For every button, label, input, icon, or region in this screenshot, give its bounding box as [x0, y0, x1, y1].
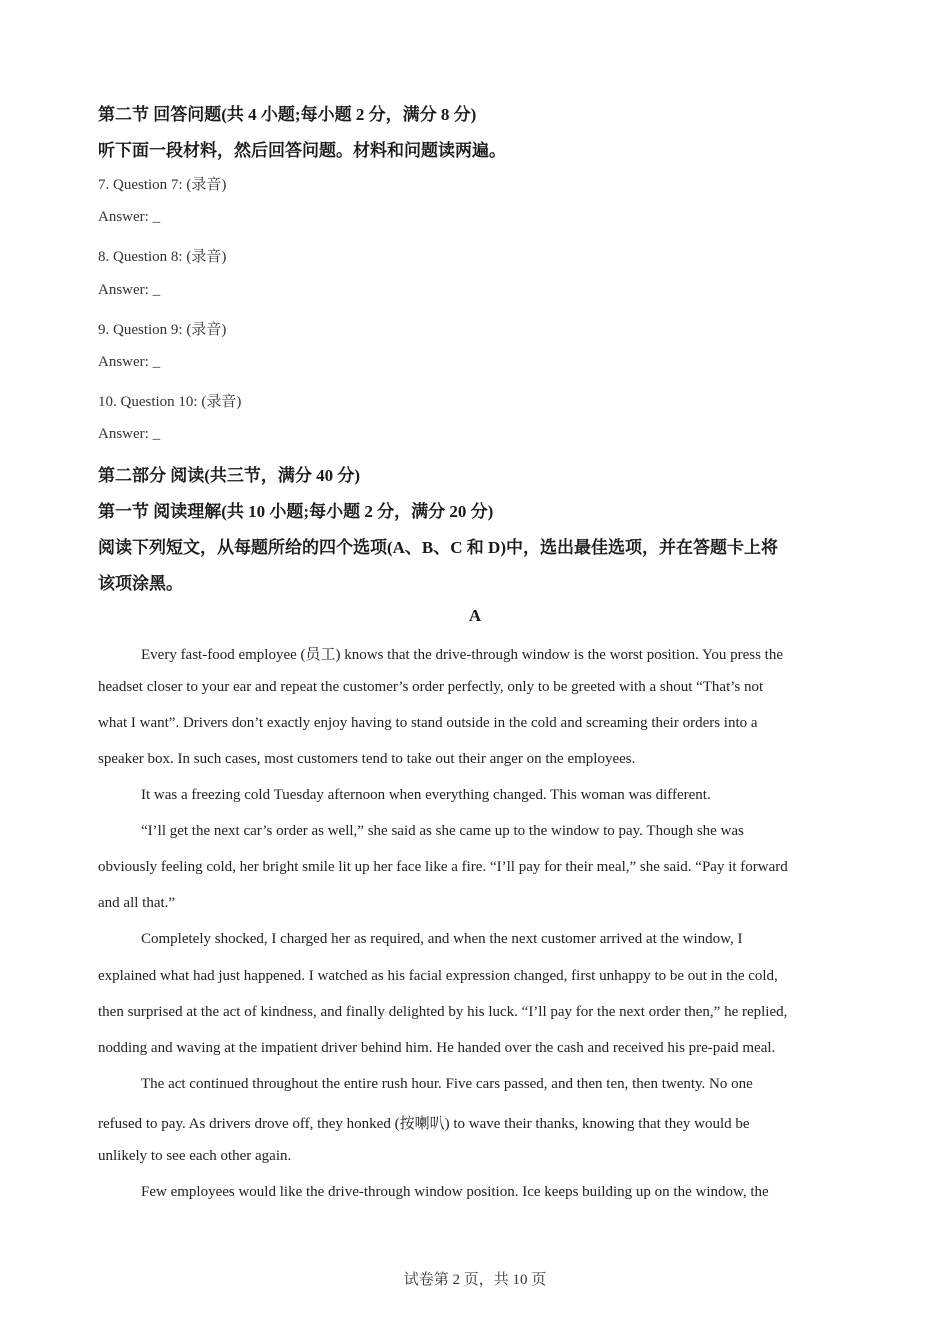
passage-line: speaker box. In such cases, most customers tend to take out their anger on the employees.	[98, 751, 636, 767]
passage-line: unlikely to see each other again.	[98, 1148, 292, 1164]
passage-label: A	[468, 606, 482, 625]
answer-10: Answer: _	[98, 426, 161, 442]
passage-line: nodding and waving at the impatient driver behind him. He handed over the cash and received his pre-paid meal.	[98, 1040, 776, 1056]
passage-line: “I’ll get the next car’s order as well,” she said as she came up to the window to pay. Though she was	[141, 823, 744, 839]
passage-line: and all that.”	[98, 895, 176, 911]
section-instruction: 听下面一段材料，然后回答问题。材料和问题读两遍。	[98, 141, 506, 160]
passage-line: what I want”. Drivers don’t exactly enjoy having to stand outside in the cold and screaming their orders into a	[98, 715, 758, 731]
part-title: 第二部分 阅读(共三节，满分 40 分)	[98, 466, 361, 485]
passage-line: explained what had just happened. I watched as his facial expression changed, first unhappy to be out in the cold,	[98, 968, 778, 984]
passage-line: Completely shocked, I charged her as required, and when the next customer arrived at the window, I	[141, 931, 743, 947]
page-footer: 试卷第 2 页，共 10 页	[403, 1272, 547, 1288]
passage-line: It was a freezing cold Tuesday afternoon when everything changed. This woman was different.	[141, 787, 711, 803]
passage-line: The act continued throughout the entire rush hour. Five cars passed, and then ten, then twenty. No one	[141, 1076, 753, 1092]
question-8: 8. Question 8: (录音)	[98, 249, 227, 265]
subsection-title: 第一节 阅读理解(共 10 小题;每小题 2 分，满分 20 分)	[98, 502, 494, 521]
reading-instruction-line-2: 该项涂黑。	[98, 574, 183, 593]
answer-8: Answer: _	[98, 282, 161, 298]
passage-line: headset closer to your ear and repeat the customer’s order perfectly, only to be greeted with a shout “That’s not	[98, 679, 764, 695]
reading-instruction-line-1: 阅读下列短文，从每题所给的四个选项(A、B、C 和 D)中，选出最佳选项，并在答题卡上将	[98, 538, 778, 557]
passage-line: Few employees would like the drive-through window position. Ice keeps building up on the window, the	[141, 1184, 769, 1200]
question-9: 9. Question 9: (录音)	[98, 322, 227, 338]
question-7: 7. Question 7: (录音)	[98, 177, 227, 193]
passage-line: Every fast-food employee (员工) knows that the drive-through window is the worst position. You press the	[141, 647, 783, 663]
passage-line: obviously feeling cold, her bright smile lit up her face like a fire. “I’ll pay for their meal,” she said. “Pay it forward	[98, 859, 788, 875]
question-10: 10. Question 10: (录音)	[98, 394, 242, 410]
answer-9: Answer: _	[98, 354, 161, 370]
answer-7: Answer: _	[98, 209, 161, 225]
passage-line: then surprised at the act of kindness, and finally delighted by his luck. “I’ll pay for the next order then,” he replied,	[98, 1004, 788, 1020]
section-title: 第二节 回答问题(共 4 小题;每小题 2 分，满分 8 分)	[98, 105, 477, 124]
passage-line: refused to pay. As drivers drove off, they honked (按喇叭) to wave their thanks, knowing that they would be	[98, 1116, 750, 1132]
